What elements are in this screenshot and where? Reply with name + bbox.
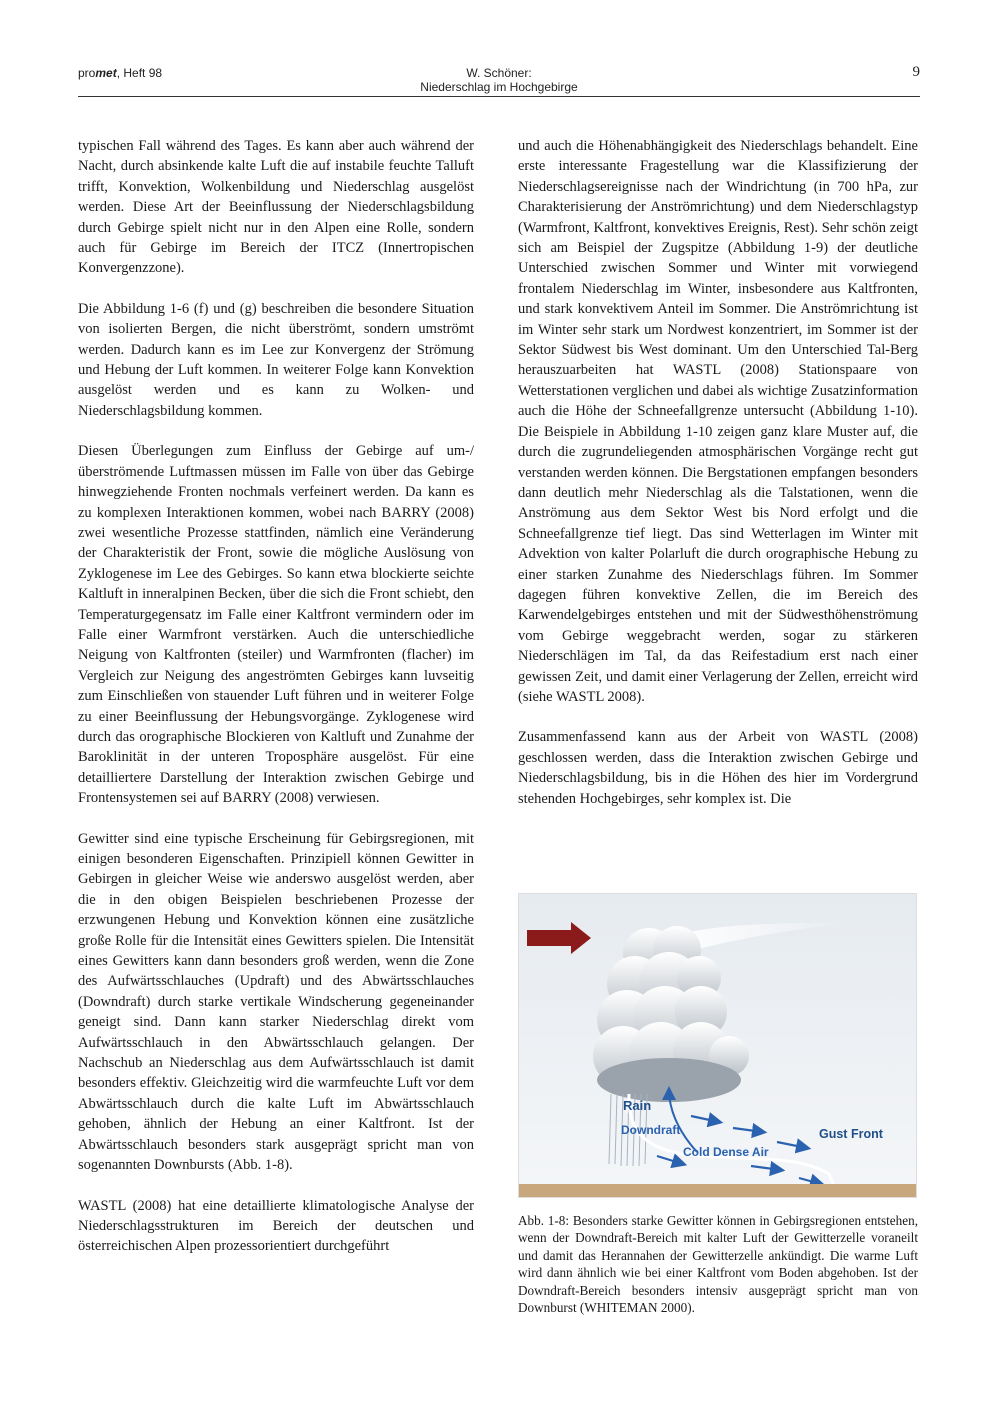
- downdraft-diagram: [519, 894, 916, 1197]
- left-column: [78, 136, 474, 1277]
- paragraph: Die Abbildung 1-6 (f) und (g) beschreiben die besondere Situation von isolierten Bergen, die nicht überströmt, sondern umströmt werden. Dadurch kann es im Lee zur Konvergenz der Strömung und Hebung der Luft kommen. In weiterer Folge kann Konvektion ausgelöst werden und es kann zu Wolken- und Niederschlagsbildung kommen.: [78, 300, 474, 419]
- thunderstorm-figure: [518, 893, 917, 1198]
- cold-air-label: Cold Dense Air: [683, 1145, 769, 1159]
- author-name: W. Schöner:: [466, 66, 532, 80]
- paragraph: Gewitter sind eine typische Erscheinung für Gebirgsregionen, mit einigen besonderen Eigenschaften. Prinzipiell können Gewitter in Gebirgen in gleicher Weise wie anderswo ausgelöst werden, aber die in den obigen Beispielen beschriebenen Prozesse der erzwungenen Hebung und Konvektion können eine zusätzliche große Rolle für die Intensität eines Gewitters spielen. Die Intensität eines Gewitters kann dann besonders groß werden, wenn die Zone des Aufwärtsschlauches (Updraft) und des Abwärtsschlauches (Downdraft) durch starke vertikale Windscherung gegeneinander geneigt sind. Dann kann starker Niederschlag direkt vom Aufwärtsschlauch in den Abwärtsschlauch gelangen. Der Nachschub an Niederschlag aus dem Aufwärtsschlauch ist damit besonders effektiv. Gleichzeitig wird die warmfeuchte Luft vor dem Abwärtsschlauch durch die kalte Luft im Abwärtsschlauch gehoben, ähnlich der Hebung an einer Kaltfront. Ist der Abwärtsschlauch besonders stark ausgeprägt spricht man von sogenannten Downbursts (Abb. 1-8).: [78, 830, 474, 1174]
- journal-name: promet, Heft 98: [78, 66, 163, 80]
- running-title: [78, 66, 920, 94]
- paragraph: typischen Fall während des Tages. Es kann aber auch während der Nacht, durch absinkende kalte Luft die auf instabile feuchte Talluft trifft, Konvektion, Wolkenbildung und Niederschlag ausgelöst werden. Diese Art der Beeinflussung der Niederschlagsbildung durch Gebirge spielt nicht nur in den Alpen eine Rolle, sondern auch für Gebirge im Bereich der ITCZ (Innertropischen Konvergenzzone).: [78, 138, 474, 277]
- rain-label: Rain: [623, 1098, 652, 1113]
- article-title: Niederschlag im Hochgebirge: [420, 80, 578, 94]
- page-number: 9: [912, 64, 920, 80]
- paragraph: und auch die Höhenabhängigkeit des Niederschlags behandelt. Eine erste interessante Fragestellung war die Klassifizierung der Niederschlagsereignisse nach der Windrichtung (in 700 hPa, zur Charakterisierung der Anströmrichtung) und dem Niederschlagstyp (Warmfront, Kaltfront, konvektives Ereignis, Rest). Sehr schön zeigt sich am Beispiel der Zugspitze (Abbildung 1-9) der deutliche Unterschied zwischen Sommer und Winter mit vorwiegend frontalem Niederschlag im Winter, insbesondere aus Kaltfronten, und stark konvektivem Anteil im Sommer. Die Anströmrichtung ist im Winter sehr stark um Nordwest konzentriert, im Sommer ist der Sektor Südwest bis West dominant. Um den Unterschied Tal-Berg herauszuarbeiten hat WASTL (2008) Stationspaare von Wetterstationen verglichen und dabei als wichtige Zusatzinformation auch die Höhe der Schneefallgrenze untersucht (Abbildung 1-10). Die Beispiele in Abbildung 1-10 zeigen ganz klare Muster auf, die durch die zugrundeliegenden atmosphärischen Vorgänge recht gut verstanden werden können. Die Bergstationen empfangen besonders dann deutlich mehr Niederschlag als die Talstationen, wenn die Anströmung aus dem Sektor West bis Nord erfolgt und die Schneefallgrenze tief liegt. Das sind Wetterlagen im Winter mit Advektion von kalter Polarluft die durch orographische Hebung zu einer starken Zunahme des Niederschlags führen. Im Sommer dagegen führen konvektive Zellen, die im Bereich des Karwendelgebirges entstehen und mit der Südwesthöhenströmung vom Gebirge weggebracht werden, sogar zu stärkeren Niederschlägen im Tal, da das Reifestadium erst nach einer gewissen Zeit, und damit einer Verlagerung der Zellen, erreicht wird (siehe WASTL 2008).: [518, 138, 918, 705]
- paragraph: Zusammenfassend kann aus der Arbeit von WASTL (2008) geschlossen werden, dass die Interaktion zwischen Gebirge und Niederschlagsbildung, bis in die Höhen des hier im Vordergrund stehenden Hochgebirges, sehr komplex ist. Die: [518, 729, 918, 807]
- page-header: [78, 62, 920, 97]
- paragraph: Diesen Überlegungen zum Einfluss der Gebirge auf um-/überströmende Luftmassen müssen im Falle von über das Gebirge hinwegziehende Fronten nochmals verfeinert werden. Da kann es zu komplexen Interaktionen kommen, wobei nach BARRY (2008) zwei wesentliche Prozesse stattfinden, nämlich eine Veränderung der Charakteristik der Front, sowie die mögliche Auslösung von Zyklogenese im Lee des Gebirges. So kann etwa blockierte seichte Kaltluft in inneralpinen Becken, über die sich die Front schiebt, den Temperaturgegensatz im Falle einer Kaltfront vermindern oder im Falle einer Warmfront verstärken. Auch die unterschiedliche Neigung von Kaltfronten (steiler) und Warmfronten (flacher) im Vergleich zur Neigung des angeströmten Gebirges kann luvseitig zum Einschließen von stauender Luft führen und in weiterer Folge zu einer Beeinflussung der Hebungsvorgänge. Zyklogenese wird durch das orographische Blockieren von Kaltluft und Zunahme der Baroklinität in der unteren Troposphäre ausgelöst. Für eine detailliertere Darstellung der Interaktion zwischen Gebirge und Frontensystemen sei auf BARRY (2008) verwiesen.: [78, 443, 474, 807]
- paragraph: WASTL (2008) hat eine detaillierte klimatologische Analyse der Niederschlagsstrukturen im Bereich der deutschen und österreichischen Alpen prozessorientiert durchgeführt: [78, 1197, 474, 1255]
- ground: [519, 1184, 916, 1197]
- gust-front-label: Gust Front: [819, 1127, 883, 1141]
- figure-caption: Abb. 1-8: Besonders starke Gewitter können in Gebirgsregionen entstehen, wenn der Downdraft-Bereich mit kalter Luft der Gewitterzelle voraneilt und damit das Herannahen der Gewitterzelle ankündigt. Die warme Luft wird dann ähnlich wie bei einer Kaltfront vom Boden abgehoben. Ist der Downdraft-Bereich besonders intensiv ausgeprägt spricht man von Downburst (WHITEMAN 2000).: [518, 1213, 918, 1316]
- right-column: [518, 136, 918, 829]
- downdraft-label: Downdraft: [621, 1123, 681, 1137]
